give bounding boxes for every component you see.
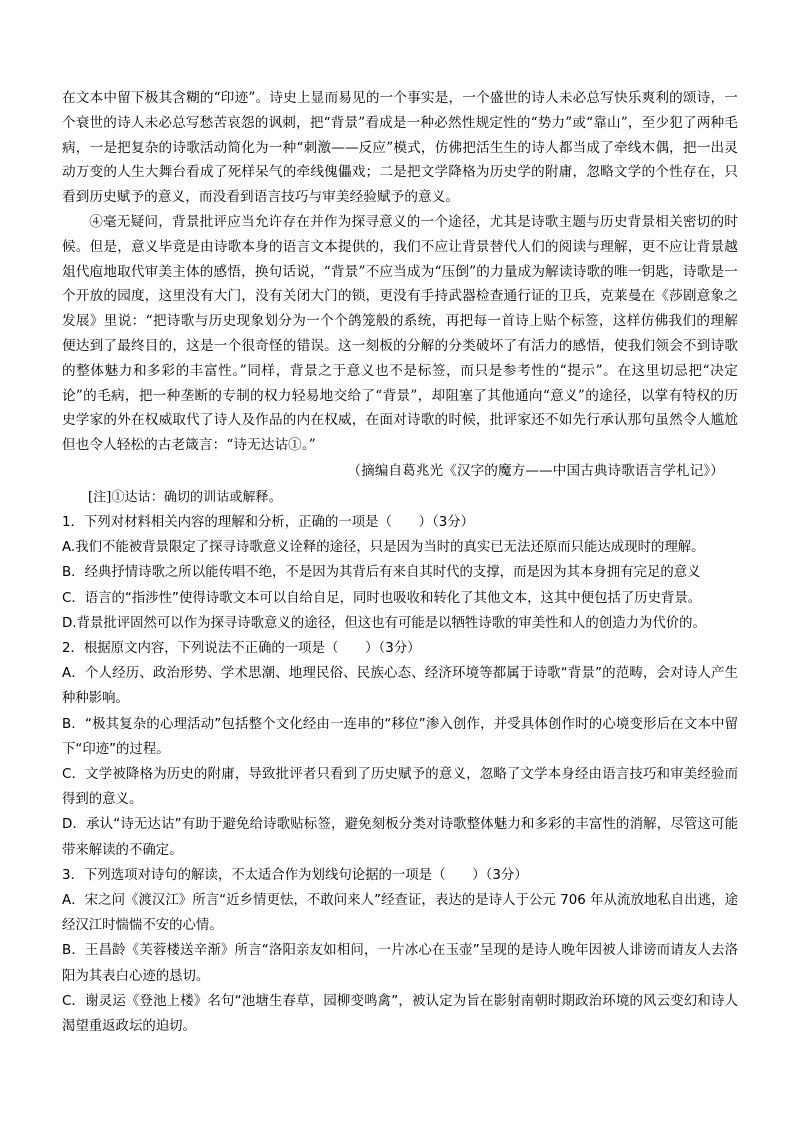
question-option: B．王昌龄《芙蓉楼送辛渐》所言“洛阳亲友如相问，一片冰心在玉壶”呈现的是诗人晚年因被人诽谤而请友人去洛阳为其表白心迹的恳切。 [62, 943, 738, 984]
question-2 [62, 636, 738, 863]
passage-source: （摘编自葛兆光《汉字的魔方——中国古典诗歌语言学札记》） [347, 462, 724, 479]
question-option: C．文学被降格为历史的附庸，导致批评者只看到了历史赋予的意义，忽略了文学本身经由语言技巧和审美经验而得到的意义。 [62, 766, 738, 808]
question-3 [62, 863, 738, 1039]
question-stem: 1．下列对材料相关内容的理解和分析，正确的一项是（ ）（3分） [62, 514, 475, 530]
question-option: A．个人经历、政治形势、学术思潮、地理民俗、民族心态、经济环境等都属于诗歌“背景”的范畴，会对诗人产生种种影响。 [62, 666, 738, 707]
question-option: D．承认“诗无达诂”有助于避免给诗歌贴标签，避免刻板分类对诗歌整体魅力和多彩的丰富性的消解，尽管这可能带来解读的不确定。 [62, 817, 738, 858]
document-page [62, 86, 738, 1039]
reading-passage [62, 86, 738, 484]
question-1 [62, 510, 738, 636]
question-stem: 2．根据原文内容，下列说法不正确的一项是（ ）（3分） [62, 640, 421, 656]
question-option: B．经典抒情诗歌之所以能传唱不绝，不是因为其背后有来自其时代的支撑，而是因为其本身拥有完足的意义 [62, 565, 701, 581]
question-option: C．语言的“指涉性”使得诗歌文本可以自给自足，同时也吸收和转化了其他文本，这其中便包括了历史背景。 [62, 590, 702, 606]
question-option: C．谢灵运《登池上楼》名句“池塘生春草，园柳变鸣禽”，被认定为旨在影射南朝时期政治环境的风云变幻和诗人渴望重返政坛的迫切。 [62, 993, 738, 1035]
footnote: [注]①达诂：确切的训诂或解释。 [88, 489, 282, 505]
passage-paragraph-4: ④毫无疑问，背景批评应当允许存在并作为探寻意义的一个途径，尤其是诗歌主题与历史背景相关密切的时候。但是，意义毕竟是由诗歌本身的语言文本提供的，我们不应让背景替代人们的阅读与理解，更不应让背景越俎代庖地取代审美主体的感悟，换句话说，“背景”不应当成为“压倒”的力量成为解读诗歌的唯一钥匙，诗歌是一个开放的园度，这里没有大门，没有关闭大门的锁，更没有手持武器检查通行证的卫兵，克莱曼在《莎剧意象之发展》里说：“把诗歌与历史现象划分为一个个鸽笼般的系统，再把每一首诗上贴个标签，这样仿佛我们的理解便达到了最终目的，这是一个很奇怪的错误。这一刻板的分解的分类破坏了有活力的感悟，使我们领会不到诗歌的整体魅力和多彩的丰富性。”同样，背景之于意义也不是标签，而只是参考性的“提示”。在这里切忌把“决定论”的毛病，把一种垄断的专制的权力轻易地交给了“背景”，却阻塞了其他通向“意义”的途径，以掌有特权的历史学家的外在权威取代了诗人及作品的内在权威，在面对诗歌的时候，批评家还不如先行承认那句虽然令人尴尬但也令人轻松的古老箴言：“诗无达诂①。” [62, 213, 738, 454]
question-option: A．宋之问《渡汉江》所言“近乡情更怯，不敢问来人”经查证，表达的是诗人于公元 706 年从流放地私自出逃，途经汉江时惴惴不安的心情。 [62, 893, 738, 934]
question-option: D.背景批评固然可以作为探寻诗歌意义的途径，但这也有可能是以牺牲诗歌的审美性和人的创造力为代价的。 [62, 615, 706, 631]
question-option: A.我们不能被背景限定了探寻诗歌意义诠释的途径，只是因为当时的真实已无法还原而只能达成现时的理解。 [62, 540, 705, 556]
passage-paragraph-continued: 在文本中留下极其含糊的“印迹”。诗史上显而易见的一个事实是，一个盛世的诗人未必总写快乐爽利的颂诗，一个衰世的诗人未必总写愁苦哀怨的讽刺，把“背景”看成是一种必然性规定性的“势力”或“靠山”，至少犯了两种毛病，一是把复杂的诗歌活动简化为一种“刺激——反应”模式，仿佛把活生生的诗人都当成了牵线木偶，把一出灵动万变的人生大舞台看成了死样呆气的牵线傀儡戏；二是把文学降格为历史学的附庸，忽略文学的个性存在，只看到历史赋予的意义，而没看到语言技巧与审美经验赋予的意义。 [62, 90, 738, 206]
questions-section [62, 510, 738, 1039]
question-stem: 3．下列选项对诗句的解读，不太适合作为划线句论据的一项是（ ）（3分） [62, 867, 528, 883]
question-option: B．“极其复杂的心理活动”包括整个文化经由一连串的“移位”渗入创作，并受具体创作时的心境变形后在文本中留下“印迹”的过程。 [62, 716, 738, 757]
